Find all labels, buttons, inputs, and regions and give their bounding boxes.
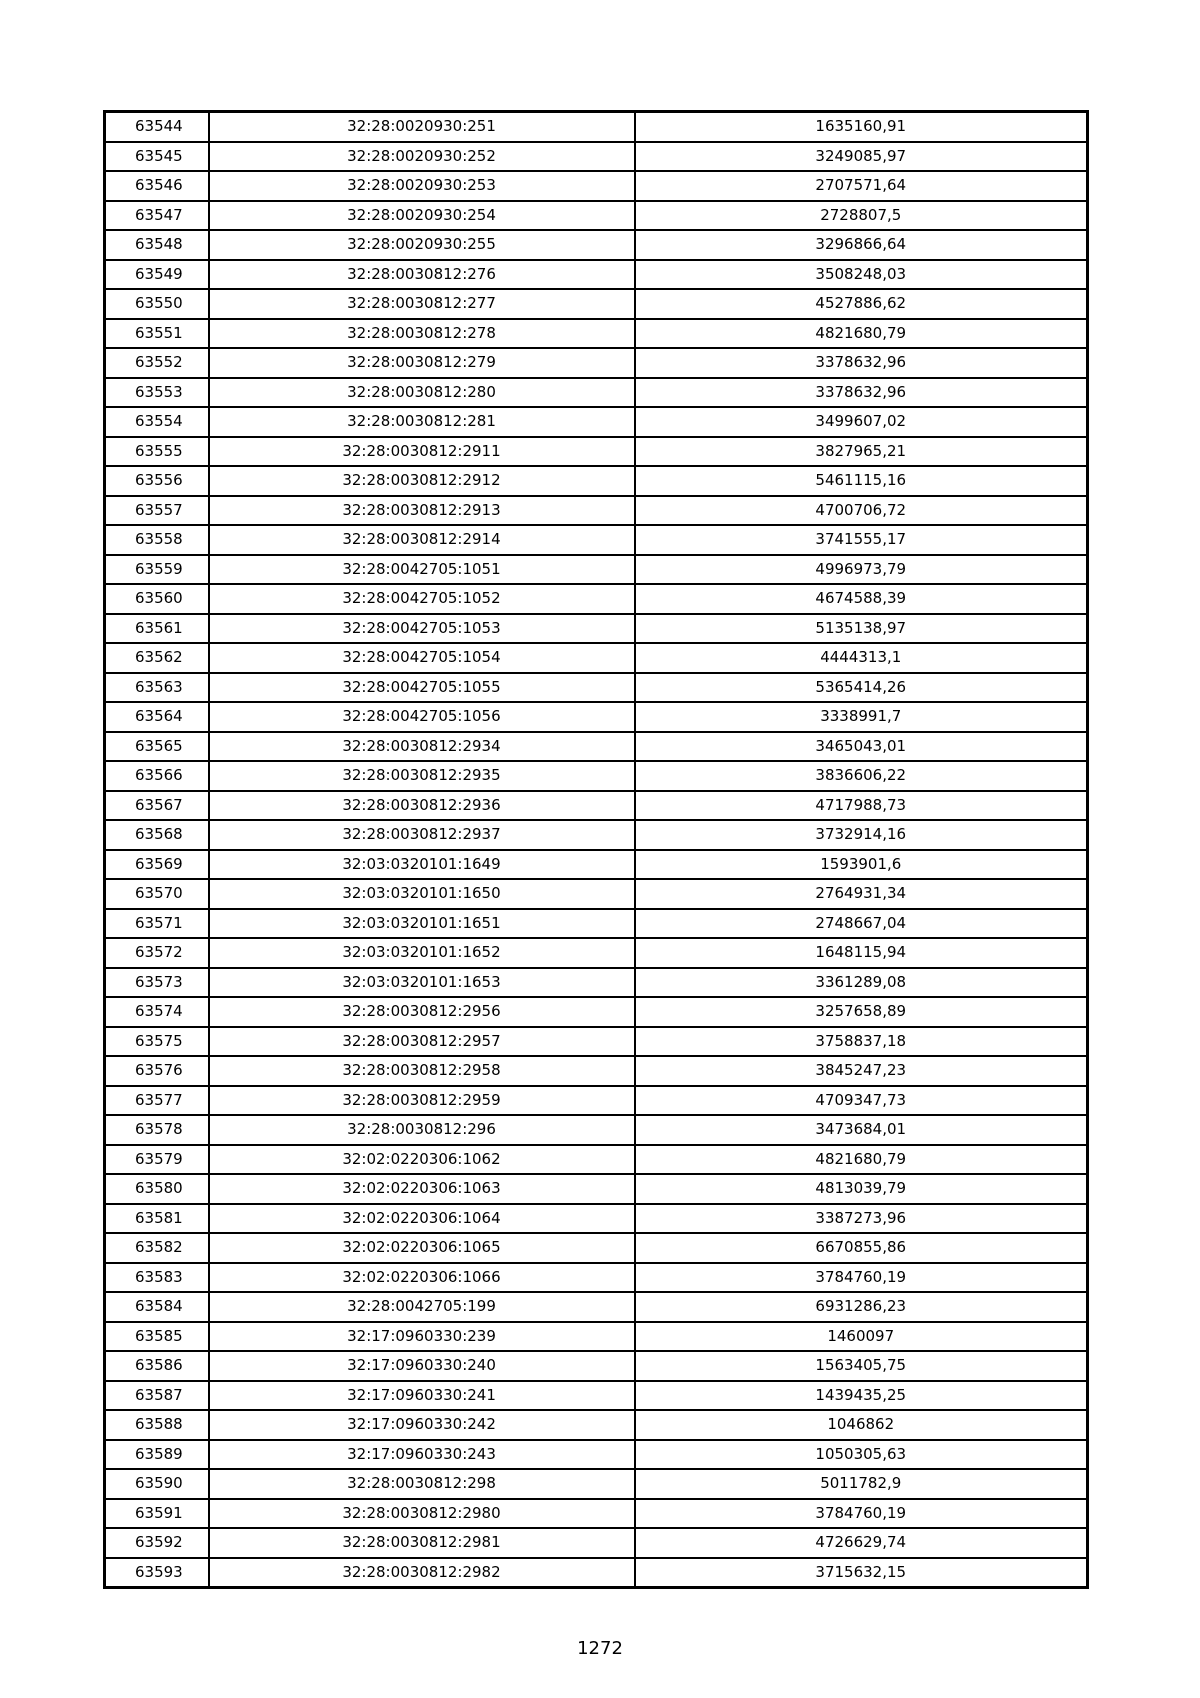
cadastral-number-cell: 32:28:0030812:298: [209, 1469, 635, 1499]
value-cell: 1593901,6: [635, 850, 1088, 880]
value-cell: 4444313,1: [635, 643, 1088, 673]
row-number-cell: 63588: [105, 1410, 209, 1440]
cadastral-number-cell: 32:28:0020930:254: [209, 201, 635, 231]
row-number-cell: 63551: [105, 319, 209, 349]
value-cell: 4709347,73: [635, 1086, 1088, 1116]
cadastral-number-cell: 32:28:0030812:2959: [209, 1086, 635, 1116]
table-row: [105, 1204, 1088, 1234]
cadastral-number-cell: 32:28:0030812:2911: [209, 437, 635, 467]
table-row: [105, 997, 1088, 1027]
row-number-cell: 63544: [105, 112, 209, 142]
value-cell: 1635160,91: [635, 112, 1088, 142]
cadastral-number-cell: 32:28:0030812:2957: [209, 1027, 635, 1057]
cadastral-number-cell: 32:28:0020930:251: [209, 112, 635, 142]
table-row: [105, 289, 1088, 319]
cadastral-number-cell: 32:28:0042705:1053: [209, 614, 635, 644]
row-number-cell: 63593: [105, 1558, 209, 1588]
table-row: [105, 407, 1088, 437]
cadastral-number-cell: 32:28:0030812:2956: [209, 997, 635, 1027]
row-number-cell: 63546: [105, 171, 209, 201]
table-row: [105, 201, 1088, 231]
table-row: [105, 171, 1088, 201]
table-row: [105, 1499, 1088, 1529]
cadastral-number-cell: 32:28:0042705:1054: [209, 643, 635, 673]
row-number-cell: 63561: [105, 614, 209, 644]
value-cell: 3473684,01: [635, 1115, 1088, 1145]
value-cell: 2764931,34: [635, 879, 1088, 909]
cadastral-number-cell: 32:03:0320101:1651: [209, 909, 635, 939]
cadastral-number-cell: 32:28:0042705:1052: [209, 584, 635, 614]
cadastral-number-cell: 32:28:0030812:280: [209, 378, 635, 408]
row-number-cell: 63581: [105, 1204, 209, 1234]
table-row: [105, 1233, 1088, 1263]
row-number-cell: 63550: [105, 289, 209, 319]
cadastral-number-cell: 32:02:0220306:1063: [209, 1174, 635, 1204]
cadastral-number-cell: 32:28:0030812:2912: [209, 466, 635, 496]
row-number-cell: 63583: [105, 1263, 209, 1293]
table-row: [105, 1263, 1088, 1293]
table-row: [105, 496, 1088, 526]
value-cell: 3499607,02: [635, 407, 1088, 437]
row-number-cell: 63582: [105, 1233, 209, 1263]
data-table: [103, 110, 1089, 1589]
value-cell: 3338991,7: [635, 702, 1088, 732]
row-number-cell: 63576: [105, 1056, 209, 1086]
cadastral-number-cell: 32:28:0030812:2981: [209, 1528, 635, 1558]
row-number-cell: 63557: [105, 496, 209, 526]
table-row: [105, 584, 1088, 614]
row-number-cell: 63568: [105, 820, 209, 850]
row-number-cell: 63587: [105, 1381, 209, 1411]
table-row: [105, 348, 1088, 378]
value-cell: 3836606,22: [635, 761, 1088, 791]
table-row: [105, 968, 1088, 998]
row-number-cell: 63558: [105, 525, 209, 555]
value-cell: 1050305,63: [635, 1440, 1088, 1470]
value-cell: 3387273,96: [635, 1204, 1088, 1234]
cadastral-number-cell: 32:03:0320101:1650: [209, 879, 635, 909]
value-cell: 4996973,79: [635, 555, 1088, 585]
value-cell: 3257658,89: [635, 997, 1088, 1027]
value-cell: 5461115,16: [635, 466, 1088, 496]
value-cell: 3741555,17: [635, 525, 1088, 555]
value-cell: 4700706,72: [635, 496, 1088, 526]
row-number-cell: 63563: [105, 673, 209, 703]
cadastral-number-cell: 32:28:0030812:2982: [209, 1558, 635, 1588]
value-cell: 1563405,75: [635, 1351, 1088, 1381]
value-cell: 4527886,62: [635, 289, 1088, 319]
row-number-cell: 63573: [105, 968, 209, 998]
value-cell: 3732914,16: [635, 820, 1088, 850]
cadastral-number-cell: 32:28:0042705:1055: [209, 673, 635, 703]
table-row: [105, 466, 1088, 496]
value-cell: 3361289,08: [635, 968, 1088, 998]
table-row: [105, 673, 1088, 703]
table-row: [105, 525, 1088, 555]
table-row: [105, 1440, 1088, 1470]
value-cell: 3845247,23: [635, 1056, 1088, 1086]
row-number-cell: 63571: [105, 909, 209, 939]
row-number-cell: 63592: [105, 1528, 209, 1558]
cadastral-number-cell: 32:28:0030812:276: [209, 260, 635, 290]
row-number-cell: 63569: [105, 850, 209, 880]
cadastral-number-cell: 32:03:0320101:1649: [209, 850, 635, 880]
row-number-cell: 63552: [105, 348, 209, 378]
value-cell: 5365414,26: [635, 673, 1088, 703]
row-number-cell: 63584: [105, 1292, 209, 1322]
row-number-cell: 63547: [105, 201, 209, 231]
cadastral-number-cell: 32:02:0220306:1062: [209, 1145, 635, 1175]
value-cell: 6670855,86: [635, 1233, 1088, 1263]
table-row: [105, 230, 1088, 260]
row-number-cell: 63545: [105, 142, 209, 172]
row-number-cell: 63586: [105, 1351, 209, 1381]
table-row: [105, 909, 1088, 939]
row-number-cell: 63578: [105, 1115, 209, 1145]
row-number-cell: 63566: [105, 761, 209, 791]
table-row: [105, 112, 1088, 142]
table-row: [105, 614, 1088, 644]
row-number-cell: 63575: [105, 1027, 209, 1057]
table-row: [105, 820, 1088, 850]
value-cell: 3758837,18: [635, 1027, 1088, 1057]
row-number-cell: 63554: [105, 407, 209, 437]
value-cell: 2707571,64: [635, 171, 1088, 201]
table-row: [105, 1469, 1088, 1499]
row-number-cell: 63565: [105, 732, 209, 762]
value-cell: 6931286,23: [635, 1292, 1088, 1322]
value-cell: 3784760,19: [635, 1263, 1088, 1293]
cadastral-number-cell: 32:28:0030812:279: [209, 348, 635, 378]
table-row: [105, 437, 1088, 467]
row-number-cell: 63574: [105, 997, 209, 1027]
cadastral-number-cell: 32:28:0030812:2913: [209, 496, 635, 526]
table-row: [105, 1115, 1088, 1145]
table-row: [105, 1351, 1088, 1381]
cadastral-number-cell: 32:28:0030812:277: [209, 289, 635, 319]
value-cell: 3465043,01: [635, 732, 1088, 762]
row-number-cell: 63589: [105, 1440, 209, 1470]
cadastral-number-cell: 32:28:0030812:2958: [209, 1056, 635, 1086]
row-number-cell: 63585: [105, 1322, 209, 1352]
table-row: [105, 1086, 1088, 1116]
value-cell: 4821680,79: [635, 1145, 1088, 1175]
cadastral-number-cell: 32:03:0320101:1653: [209, 968, 635, 998]
value-cell: 1460097: [635, 1322, 1088, 1352]
cadastral-number-cell: 32:28:0042705:1056: [209, 702, 635, 732]
value-cell: 3508248,03: [635, 260, 1088, 290]
row-number-cell: 63553: [105, 378, 209, 408]
value-cell: 1648115,94: [635, 938, 1088, 968]
cadastral-number-cell: 32:03:0320101:1652: [209, 938, 635, 968]
row-number-cell: 63564: [105, 702, 209, 732]
row-number-cell: 63562: [105, 643, 209, 673]
row-number-cell: 63591: [105, 1499, 209, 1529]
table-row: [105, 850, 1088, 880]
cadastral-number-cell: 32:28:0030812:281: [209, 407, 635, 437]
row-number-cell: 63579: [105, 1145, 209, 1175]
table-row: [105, 938, 1088, 968]
table-row: [105, 643, 1088, 673]
row-number-cell: 63555: [105, 437, 209, 467]
value-cell: 3827965,21: [635, 437, 1088, 467]
cadastral-number-cell: 32:28:0030812:2934: [209, 732, 635, 762]
value-cell: 4674588,39: [635, 584, 1088, 614]
value-cell: 2748667,04: [635, 909, 1088, 939]
value-cell: 4726629,74: [635, 1528, 1088, 1558]
cadastral-number-cell: 32:17:0960330:243: [209, 1440, 635, 1470]
value-cell: 4813039,79: [635, 1174, 1088, 1204]
value-cell: 3296866,64: [635, 230, 1088, 260]
cadastral-number-cell: 32:28:0030812:2914: [209, 525, 635, 555]
table-row: [105, 1292, 1088, 1322]
table-row: [105, 879, 1088, 909]
table-row: [105, 1558, 1088, 1588]
cadastral-number-cell: 32:28:0020930:253: [209, 171, 635, 201]
page-number: 1272: [577, 1638, 623, 1659]
row-number-cell: 63572: [105, 938, 209, 968]
row-number-cell: 63559: [105, 555, 209, 585]
table-row: [105, 142, 1088, 172]
table-row: [105, 1381, 1088, 1411]
cadastral-number-cell: 32:28:0030812:2980: [209, 1499, 635, 1529]
value-cell: 4821680,79: [635, 319, 1088, 349]
table-row: [105, 378, 1088, 408]
value-cell: 1439435,25: [635, 1381, 1088, 1411]
table-row: [105, 761, 1088, 791]
cadastral-number-cell: 32:17:0960330:241: [209, 1381, 635, 1411]
value-cell: 3249085,97: [635, 142, 1088, 172]
cadastral-number-cell: 32:28:0020930:255: [209, 230, 635, 260]
row-number-cell: 63577: [105, 1086, 209, 1116]
value-cell: 2728807,5: [635, 201, 1088, 231]
value-cell: 3715632,15: [635, 1558, 1088, 1588]
table-row: [105, 1145, 1088, 1175]
cadastral-number-cell: 32:02:0220306:1064: [209, 1204, 635, 1234]
table-body: [105, 112, 1088, 1588]
value-cell: 3784760,19: [635, 1499, 1088, 1529]
table-row: [105, 702, 1088, 732]
table-row: [105, 791, 1088, 821]
row-number-cell: 63560: [105, 584, 209, 614]
table-row: [105, 732, 1088, 762]
row-number-cell: 63590: [105, 1469, 209, 1499]
table-row: [105, 1528, 1088, 1558]
row-number-cell: 63549: [105, 260, 209, 290]
table-row: [105, 1027, 1088, 1057]
cadastral-number-cell: 32:17:0960330:239: [209, 1322, 635, 1352]
value-cell: 5135138,97: [635, 614, 1088, 644]
row-number-cell: 63580: [105, 1174, 209, 1204]
row-number-cell: 63548: [105, 230, 209, 260]
table-row: [105, 555, 1088, 585]
table-row: [105, 260, 1088, 290]
table-row: [105, 1174, 1088, 1204]
table-row: [105, 319, 1088, 349]
table-row: [105, 1056, 1088, 1086]
cadastral-number-cell: 32:02:0220306:1065: [209, 1233, 635, 1263]
row-number-cell: 63567: [105, 791, 209, 821]
row-number-cell: 63556: [105, 466, 209, 496]
cadastral-number-cell: 32:28:0030812:278: [209, 319, 635, 349]
value-cell: 3378632,96: [635, 348, 1088, 378]
cadastral-number-cell: 32:17:0960330:240: [209, 1351, 635, 1381]
value-cell: 5011782,9: [635, 1469, 1088, 1499]
row-number-cell: 63570: [105, 879, 209, 909]
cadastral-number-cell: 32:28:0030812:2935: [209, 761, 635, 791]
cadastral-number-cell: 32:28:0030812:2936: [209, 791, 635, 821]
table-row: [105, 1410, 1088, 1440]
cadastral-number-cell: 32:02:0220306:1066: [209, 1263, 635, 1293]
cadastral-number-cell: 32:28:0030812:296: [209, 1115, 635, 1145]
table-row: [105, 1322, 1088, 1352]
cadastral-number-cell: 32:28:0020930:252: [209, 142, 635, 172]
cadastral-number-cell: 32:28:0030812:2937: [209, 820, 635, 850]
value-cell: 4717988,73: [635, 791, 1088, 821]
value-cell: 1046862: [635, 1410, 1088, 1440]
cadastral-number-cell: 32:28:0042705:199: [209, 1292, 635, 1322]
cadastral-number-cell: 32:17:0960330:242: [209, 1410, 635, 1440]
value-cell: 3378632,96: [635, 378, 1088, 408]
cadastral-number-cell: 32:28:0042705:1051: [209, 555, 635, 585]
